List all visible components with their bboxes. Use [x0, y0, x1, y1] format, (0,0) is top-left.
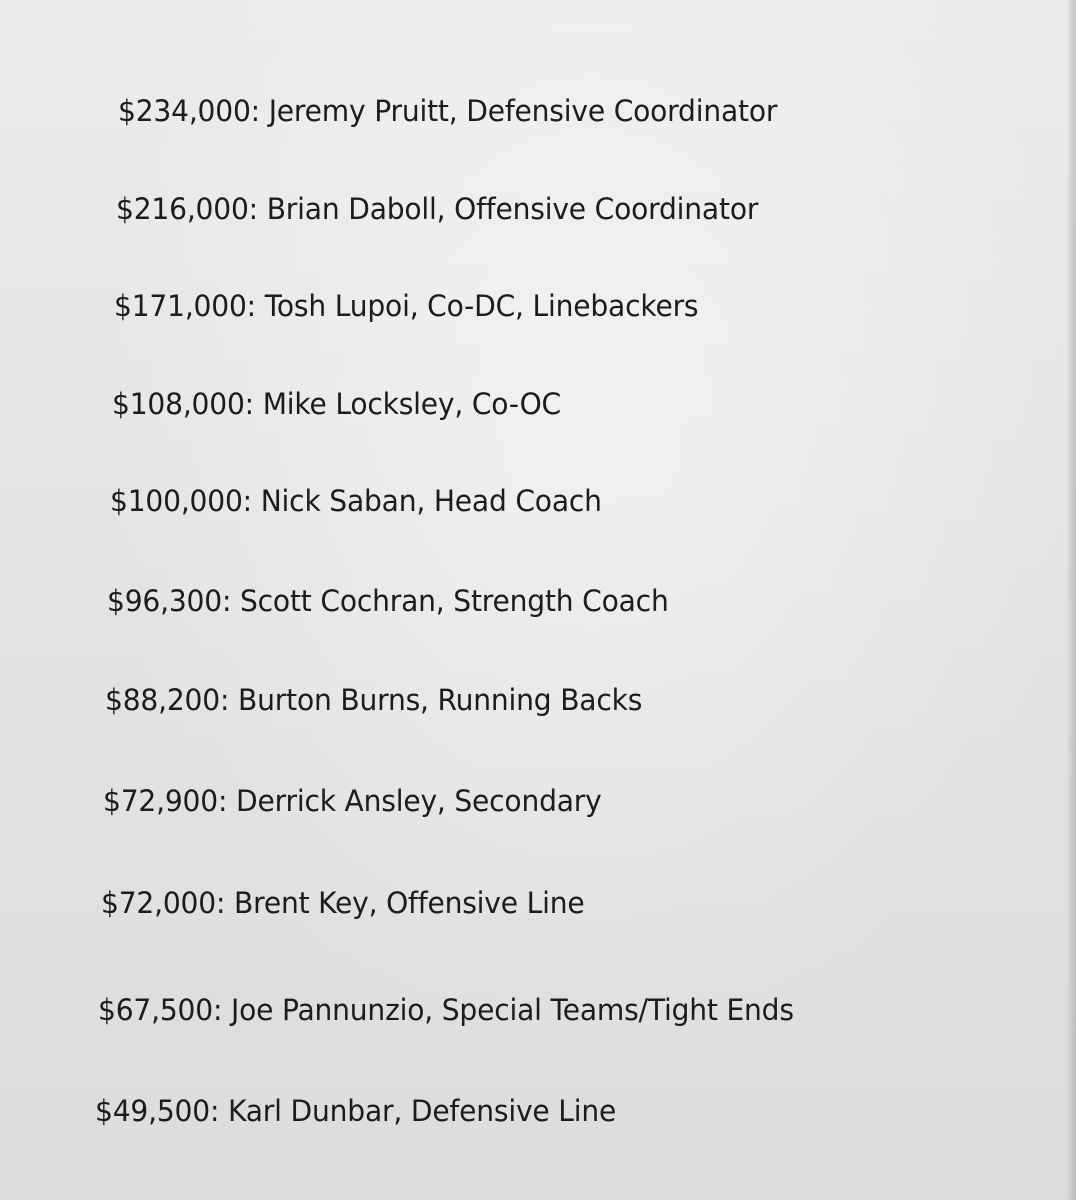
- salary-line-nick-saban: $100,000: Nick Saban, Head Coach: [110, 484, 602, 518]
- salary-line-brent-key: $72,000: Brent Key, Offensive Line: [101, 886, 585, 920]
- salary-line-mike-locksley: $108,000: Mike Locksley, Co-OC: [112, 387, 561, 421]
- screen-bezel-edge: [1066, 0, 1076, 1200]
- salary-line-karl-dunbar: $49,500: Karl Dunbar, Defensive Line: [95, 1094, 617, 1128]
- salary-line-joe-pannunzio: $67,500: Joe Pannunzio, Special Teams/Tight Ends: [98, 993, 794, 1027]
- salary-line-derrick-ansley: $72,900: Derrick Ansley, Secondary: [103, 784, 602, 818]
- salary-line-jeremy-pruitt: $234,000: Jeremy Pruitt, Defensive Coordinator: [118, 94, 778, 128]
- salary-line-tosh-lupoi: $171,000: Tosh Lupoi, Co-DC, Linebackers: [114, 289, 699, 323]
- salary-line-burton-burns: $88,200: Burton Burns, Running Backs: [105, 683, 643, 717]
- salary-line-brian-daboll: $216,000: Brian Daboll, Offensive Coordinator: [116, 192, 759, 226]
- salary-line-scott-cochran: $96,300: Scott Cochran, Strength Coach: [107, 584, 669, 618]
